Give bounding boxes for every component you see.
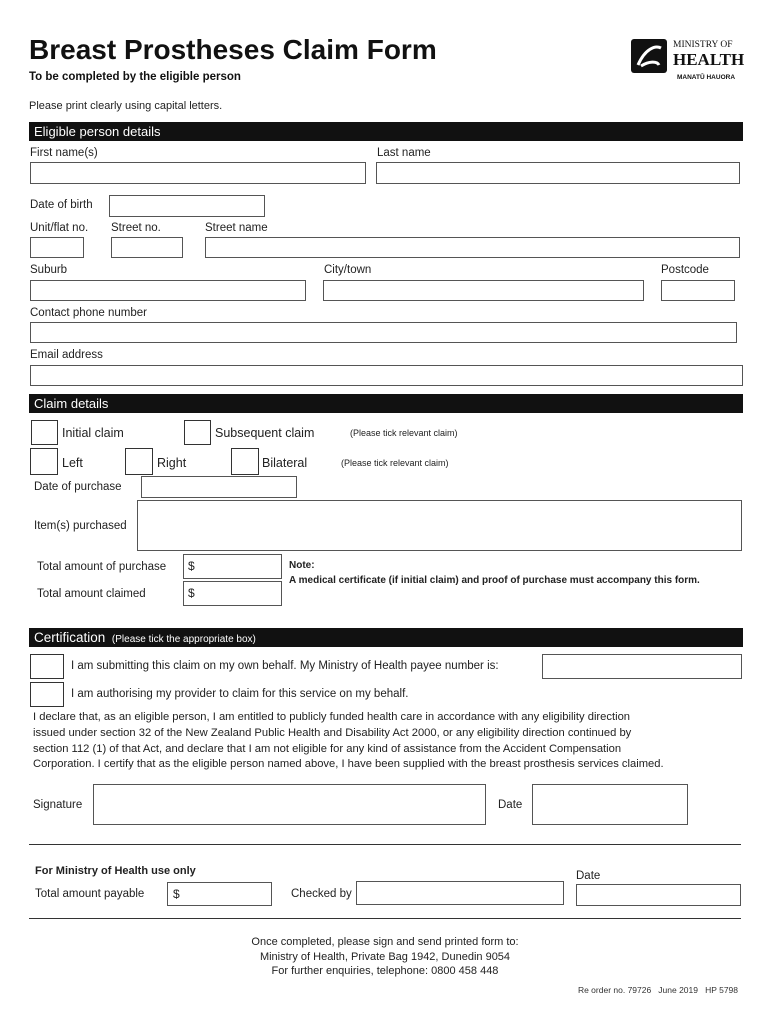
total-purchase-label: Total amount of purchase bbox=[37, 561, 167, 573]
postcode-input[interactable] bbox=[661, 280, 735, 301]
payee-number-input[interactable] bbox=[542, 654, 742, 679]
total-claimed-input[interactable] bbox=[183, 581, 282, 606]
logo-line3: MANATŪ HAUORA bbox=[677, 74, 736, 81]
last-name-label: Last name bbox=[377, 147, 431, 159]
own-behalf-label: I am submitting this claim on my own behalf. My Ministry of Health payee number is: bbox=[71, 660, 499, 672]
subsequent-claim-label: Subsequent claim bbox=[215, 426, 315, 440]
street-name-label: Street name bbox=[205, 222, 268, 234]
note-text: A medical certificate (if initial claim) and proof of purchase must accompany this form. bbox=[289, 575, 700, 586]
logo-swirl-icon bbox=[631, 39, 667, 73]
initial-claim-label: Initial claim bbox=[62, 426, 124, 440]
bilateral-checkbox[interactable] bbox=[231, 448, 259, 475]
left-checkbox[interactable] bbox=[30, 448, 58, 475]
signature-label: Signature bbox=[33, 799, 83, 811]
signature-input[interactable] bbox=[93, 784, 486, 825]
ministry-logo bbox=[631, 39, 745, 83]
suburb-label: Suburb bbox=[30, 264, 68, 276]
office-date-input[interactable] bbox=[576, 884, 741, 906]
dob-input[interactable] bbox=[109, 195, 265, 217]
office-date-label: Date bbox=[576, 870, 601, 882]
initial-claim-checkbox[interactable] bbox=[31, 420, 58, 445]
provider-label: I am authorising my provider to claim for this service on my behalf. bbox=[71, 688, 409, 700]
first-name-input[interactable] bbox=[30, 162, 366, 184]
date-of-purchase-label: Date of purchase bbox=[34, 481, 122, 493]
footer-line: Once completed, please sign and send printed form to: bbox=[251, 936, 519, 948]
declaration-line: I declare that, as an eligible person, I am entitled to publicly funded health care in accordance with any eligibility direction bbox=[33, 711, 631, 723]
phone-input[interactable] bbox=[30, 322, 737, 343]
divider bbox=[29, 918, 741, 919]
checked-by-label: Checked by bbox=[291, 888, 352, 900]
date-of-purchase-input[interactable] bbox=[141, 476, 297, 498]
tick-note-2: (Please tick relevant claim) bbox=[341, 458, 449, 468]
subsequent-claim-checkbox[interactable] bbox=[184, 420, 211, 445]
street-no-input[interactable] bbox=[111, 237, 183, 258]
signature-date-label: Date bbox=[498, 799, 523, 811]
own-behalf-checkbox[interactable] bbox=[30, 654, 64, 679]
total-payable-label: Total amount payable bbox=[35, 888, 145, 900]
total-claimed-label: Total amount claimed bbox=[37, 588, 146, 600]
declaration-line: Corporation. I certify that as the eligible person named above, I have been supplied with the breast prosthesis services claimed. bbox=[33, 758, 664, 771]
checked-by-input[interactable] bbox=[356, 881, 564, 905]
footer-instructions bbox=[0, 935, 770, 979]
last-name-input[interactable] bbox=[376, 162, 740, 184]
declaration-line: issued under section 32 of the New Zealand Public Health and Disability Act 2000, or any eligibility direction continued by bbox=[33, 726, 632, 739]
right-checkbox[interactable] bbox=[125, 448, 153, 475]
items-purchased-input[interactable] bbox=[137, 500, 742, 551]
page-title: Breast Prostheses Claim Form bbox=[29, 34, 437, 65]
logo-mark bbox=[631, 39, 667, 73]
reorder-number: Re order no. 79726 June 2019 HP 5798 bbox=[577, 985, 738, 995]
office-use-heading: For Ministry of Health use only bbox=[35, 865, 196, 877]
email-label: Email address bbox=[30, 349, 103, 361]
certification-note: (Please tick the appropriate box) bbox=[111, 634, 256, 645]
street-no-label: Street no. bbox=[111, 222, 161, 234]
street-name-input[interactable] bbox=[205, 237, 740, 258]
declaration-line: section 112 (1) of that Act, and declare that I am not eligible for any kind of assistance from the Accident Compensation bbox=[33, 742, 622, 755]
section-eligible-heading: Eligible person details bbox=[29, 122, 743, 141]
instruction-text: Please print clearly using capital letters. bbox=[29, 100, 223, 112]
email-input[interactable] bbox=[30, 365, 743, 386]
certification-title: Certification bbox=[34, 630, 106, 645]
postcode-label: Postcode bbox=[661, 264, 709, 276]
phone-label: Contact phone number bbox=[30, 307, 147, 319]
dob-label: Date of birth bbox=[30, 199, 93, 211]
items-purchased-label: Item(s) purchased bbox=[34, 520, 127, 532]
unit-input[interactable] bbox=[30, 237, 84, 258]
right-label: Right bbox=[157, 456, 187, 470]
city-input[interactable] bbox=[323, 280, 644, 301]
footer-phone: For further enquiries, telephone: 0800 458 448 bbox=[271, 965, 499, 977]
suburb-input[interactable] bbox=[30, 280, 306, 301]
page-subtitle: To be completed by the eligible person bbox=[29, 71, 241, 83]
logo-line1: MINISTRY OF bbox=[673, 40, 733, 50]
total-purchase-input[interactable] bbox=[183, 554, 282, 579]
total-payable-input[interactable] bbox=[167, 882, 272, 906]
currency-symbol: $ bbox=[188, 559, 195, 573]
logo-line2: HEALTH bbox=[673, 50, 745, 69]
unit-label: Unit/flat no. bbox=[30, 222, 89, 234]
provider-checkbox[interactable] bbox=[30, 682, 64, 707]
tick-note-1: (Please tick relevant claim) bbox=[350, 428, 458, 438]
section-claim-heading: Claim details bbox=[29, 394, 743, 413]
divider bbox=[29, 844, 741, 845]
footer-address: Ministry of Health, Private Bag 1942, Dunedin 9054 bbox=[259, 950, 511, 963]
currency-symbol: $ bbox=[173, 887, 180, 901]
signature-date-input[interactable] bbox=[532, 784, 688, 825]
bilateral-label: Bilateral bbox=[262, 456, 308, 470]
note-title: Note: bbox=[289, 560, 315, 571]
currency-symbol: $ bbox=[188, 586, 195, 600]
declaration-text bbox=[33, 710, 664, 773]
section-certification-heading bbox=[29, 628, 743, 647]
city-label: City/town bbox=[324, 264, 372, 276]
first-name-label: First name(s) bbox=[30, 147, 98, 159]
left-label: Left bbox=[62, 456, 83, 470]
